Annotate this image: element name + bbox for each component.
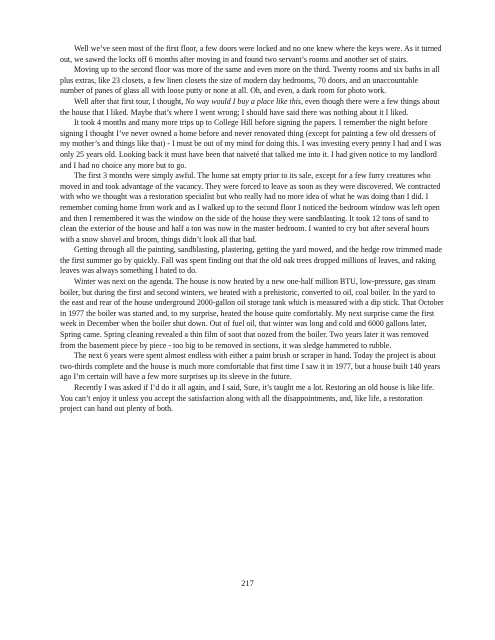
paragraph-6: Getting through all the painting, sandblasting, plastering, getting the yard mowed, and the hedge row trimmed made the first summer go by quickly. Fall was spent finding out that the old oak trees dropped millions of leaves, and raking leaves was always something I hated to do. [60,245,442,276]
paragraph-3 [60,97,444,118]
document-body [60,44,444,415]
paragraph-3-lead: Well after that first tour, I thought, [74,96,186,106]
paragraph-9: Recently I was asked if I’d do it all again, and I said, Sure, it’s taught me a lot. Restoring an old house is like life. You can’t enjoy it unless you accept the satisfaction along with all the disappointments, and, like life, a restoration project can hand out plenty of both. [60,383,435,414]
paragraph-5: The first 3 months were simply awful. The home sat empty prior to its sale, except for a few furry creatures who moved in and took advantage of the vacancy. They were forced to leave as soon as they were discovered. We contracted with who we thought was a restoration specialist but who really had no more idea of what he was doing than I did. I remember coming home from work and as I walked up to the second floor I noticed the bedroom window was left open and then I remembered it was the window on the side of the house they were sandblasting. It took 12 tons of sand to clean the exterior of the house and half a ton was now in the master bedroom. I wanted to cry but after several hours with a snow shovel and broom, things didn’t look all that bad. [60,171,441,244]
paragraph-2: Moving up to the second floor was more of the same and even more on the third. Twenty rooms and six baths in all plus extras, like 23 closets, a few linen closets the size of modern day bedrooms, 70 doors, and an unaccountable number of panes of glass all with loose putty or none at all. Oh, and even, a dark room for photo work. [60,65,440,96]
paragraph-3-rest: , even though there were a few things about the house that I liked. Maybe that’s where I went wrong; I should have said there was nothing about it I liked. [60,96,440,117]
paragraph-8: The next 6 years were spent almost endless with either a paint brush or scraper in hand. Today the project is about two-thirds complete and the house is much more comfortable that first time I saw it in 1977, but a house built 140 years ago I’m certain will have a few more surprises up its sleeve in the future. [60,351,441,382]
paragraph-1: Well we’ve seen most of the first floor, a few doors were locked and no one knew where the keys were. As it turned out, we sawed the locks off 6 months after moving in and found two servant’s rooms and another set of stairs. [60,44,442,64]
page-number: 217 [241,578,254,588]
paragraph-3-italic-quote: No way would I buy a place like this [185,96,301,106]
paragraph-7: Winter was next on the agenda. The house is now heated by a new one-half million BTU, low-pressure, gas steam boiler, but during the first and second winters, we heated with a prehistoric, converted to oil, coal boiler. In the yard to the east and rear of the house underground 2000-gallon oil storage tank which is measured with a dip stick. That October in 1977 the boiler was started and, to my surprise, heated the house quite comfortably. My next surprise came the first week in December when the boiler shut down. Out of fuel oil, that winter was long and cold and 6000 gallons later, Spring came. Spring cleaning revealed a thin film of soot that oozed from the boiler. Two years later it was removed from the basement piece by piece - too big to be removed in sections, it was sledge hammered to rubble. [60,277,444,350]
paragraph-4: It took 4 months and many more trips up to College Hill before signing the papers. I remember the night before signing I thought I’ve never owned a home before and never renovated thing (except for painting a few old dressers of my mother’s and things like that) - I must be out of my mind for doing this. I was investing every penny I had and I was only 25 years old. Looking back it must have been that naiveté that talked me into it. I had given notice to my landlord and I had no choice any more but to go. [60,118,442,170]
